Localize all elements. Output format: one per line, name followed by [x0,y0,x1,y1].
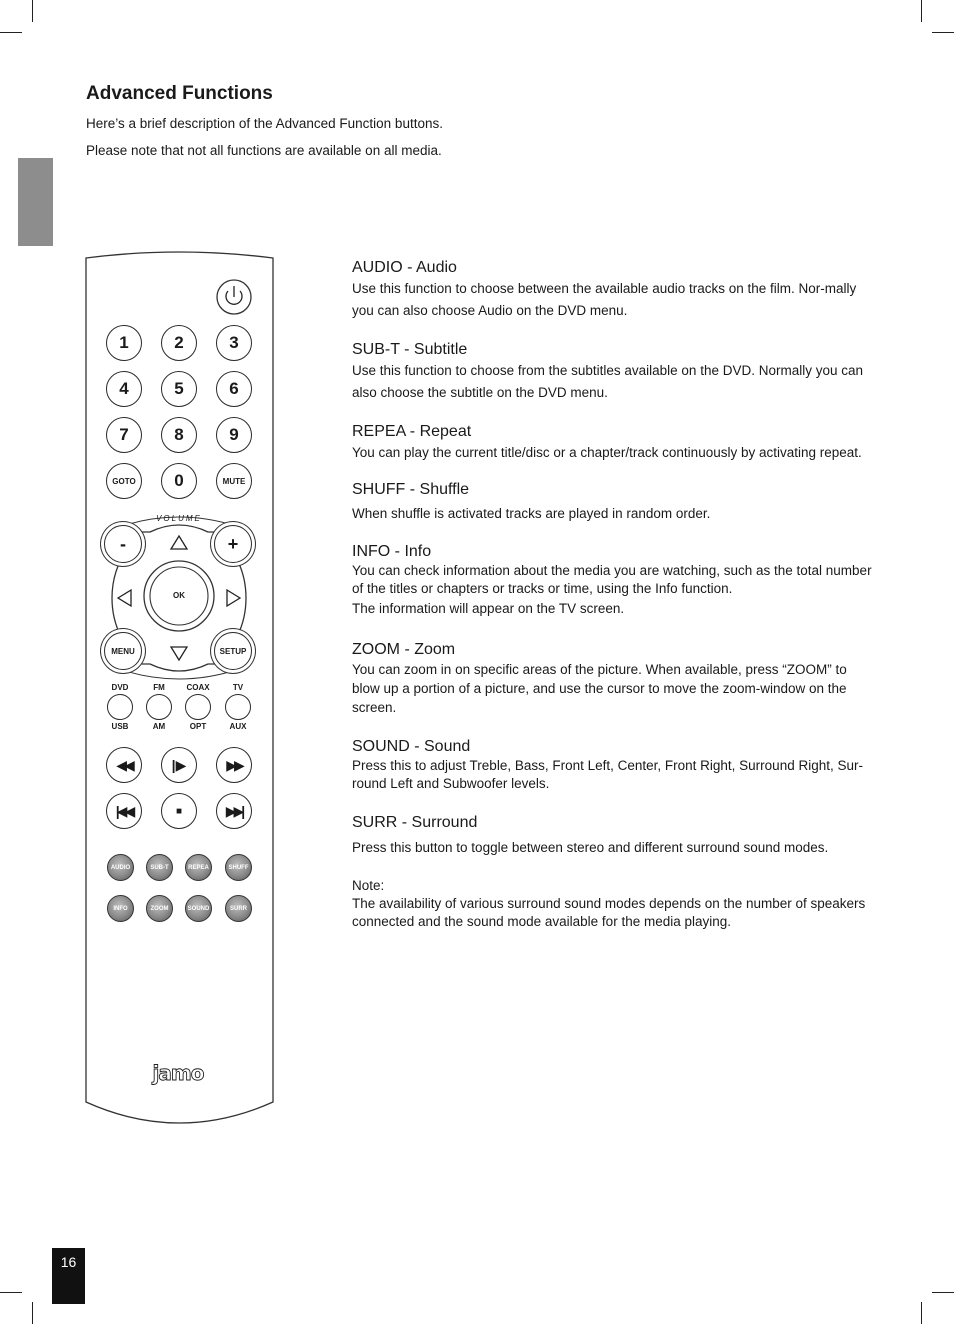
number-button-2[interactable]: 2 [161,325,197,361]
page-number: 16 [52,1248,85,1304]
section-text: Press this to adjust Treble, Bass, Front Left, Center, Front Right, Surround Right, Sur-round Left and Subwoofer levels. [352,758,863,791]
section-sound [352,737,872,793]
section-text: You can play the current title/disc or a chapter/track continuously by activating repeat. [352,445,862,460]
zoom-button[interactable]: ZOOM [146,895,173,922]
intro-note: Please note that not all functions are available on all media. [86,143,442,158]
section-text: You can check information about the media you are watching, such as the total number of the titles or chapters or tracks or time, using the Info function. [352,563,872,596]
section-heading: SURR - Surround [352,814,478,831]
section-text: Use this function to choose from the subtitles available on the DVD. Normally you can also choose the subtitle on the DVD menu. [352,363,864,400]
crop-mark [32,0,33,22]
volume-label: VOLUME [156,514,202,523]
section-heading: INFO - Info [352,543,432,560]
section-zoom [352,640,872,717]
source-button-dvd-usb[interactable] [107,694,133,720]
down-arrow-button[interactable] [164,642,194,666]
repea-button[interactable]: REPEA [185,854,212,881]
shuff-button[interactable]: SHUFF [225,854,252,881]
section-text-2: The information will appear on the TV screen. [352,601,625,616]
rewind-button[interactable]: ◀◀ [106,747,142,783]
fast-forward-button[interactable]: ▶▶ [216,747,252,783]
section-text: Press this button to toggle between stereo and different surround sound modes. [352,840,829,855]
power-button[interactable] [217,280,251,314]
crop-mark [32,1302,33,1324]
mute-button[interactable]: MUTE [216,463,252,499]
number-button-9[interactable]: 9 [216,417,252,453]
source-label-dvd: DVD [111,683,129,692]
stop-button[interactable]: ■ [161,793,197,829]
intro-text: Here’s a brief description of the Advanced Function buttons. [86,116,443,131]
section-heading: SUB-T - Subtitle [352,341,468,358]
number-button-3[interactable]: 3 [216,325,252,361]
number-button-4[interactable]: 4 [106,371,142,407]
info-button[interactable]: INFO [107,895,134,922]
volume-up-button[interactable]: + [214,525,252,563]
right-arrow-button[interactable] [222,584,246,612]
volume-down-button[interactable]: - [104,525,142,563]
number-button-8[interactable]: 8 [161,417,197,453]
sub-t-button[interactable]: SUB-T [146,854,173,881]
number-button-6[interactable]: 6 [216,371,252,407]
note-text: The availability of various surround sound modes depends on the number of speakers connected and the sound mode available for the media playing. [352,896,866,929]
svg-text:jamo: jamo [152,1061,204,1085]
audio-button[interactable]: AUDIO [107,854,134,881]
next-button[interactable]: ▶▶| [216,793,252,829]
ok-button[interactable]: OK [173,591,185,600]
crop-mark [0,32,22,33]
number-button-0[interactable]: 0 [161,463,197,499]
setup-button[interactable]: SETUP [214,632,252,670]
previous-button[interactable]: |◀◀ [106,793,142,829]
crop-mark [932,1292,954,1293]
number-button-7[interactable]: 7 [106,417,142,453]
section-tab [18,158,53,246]
crop-mark [0,1292,22,1293]
section-text: When shuffle is activated tracks are played in random order. [352,506,711,521]
source-label-aux: AUX [229,722,247,731]
source-button-fm-am[interactable] [146,694,172,720]
source-button-tv-aux[interactable] [225,694,251,720]
section-text: Use this function to choose between the available audio tracks on the film. Nor-mally you can also choose Audio on the DVD menu. [352,281,857,318]
function-descriptions [352,258,872,931]
number-button-5[interactable]: 5 [161,371,197,407]
note-label: Note: [352,878,385,893]
source-label-am: AM [152,722,166,731]
crop-mark [921,1302,922,1324]
left-arrow-button[interactable] [114,584,138,612]
section-subtitle [352,340,872,404]
note [352,877,872,931]
sound-button[interactable]: SOUND [185,895,212,922]
section-surround [352,813,872,859]
source-label-tv: TV [232,683,244,692]
section-heading: SOUND - Sound [352,738,471,755]
crop-mark [932,32,954,33]
section-audio [352,258,872,322]
section-shuffle [352,480,872,525]
section-heading: SHUFF - Shuffle [352,481,470,498]
section-repeat [352,422,872,464]
up-arrow-button[interactable] [164,532,194,556]
source-label-opt: OPT [189,722,207,731]
section-heading: REPEA - Repeat [352,423,472,440]
source-button-coax-opt[interactable] [185,694,211,720]
surr-button[interactable]: SURR [225,895,252,922]
source-label-fm: FM [153,683,165,692]
remote-control [84,250,276,1134]
play-pause-button[interactable]: |▶ [161,747,197,783]
source-label-usb: USB [111,722,129,731]
source-label-coax: COAX [186,683,210,692]
crop-mark [921,0,922,22]
section-info [352,542,872,620]
goto-button[interactable]: GOTO [106,463,142,499]
page-title: Advanced Functions [86,83,273,104]
number-button-1[interactable]: 1 [106,325,142,361]
section-text: You can zoom in on specific areas of the picture. When available, press “ZOOM” to blow up a portion of a picture, and use the cursor to move the zoom-window on the screen. [352,662,847,715]
section-heading: AUDIO - Audio [352,259,457,276]
menu-button[interactable]: MENU [104,632,142,670]
section-heading: ZOOM - Zoom [352,641,456,658]
